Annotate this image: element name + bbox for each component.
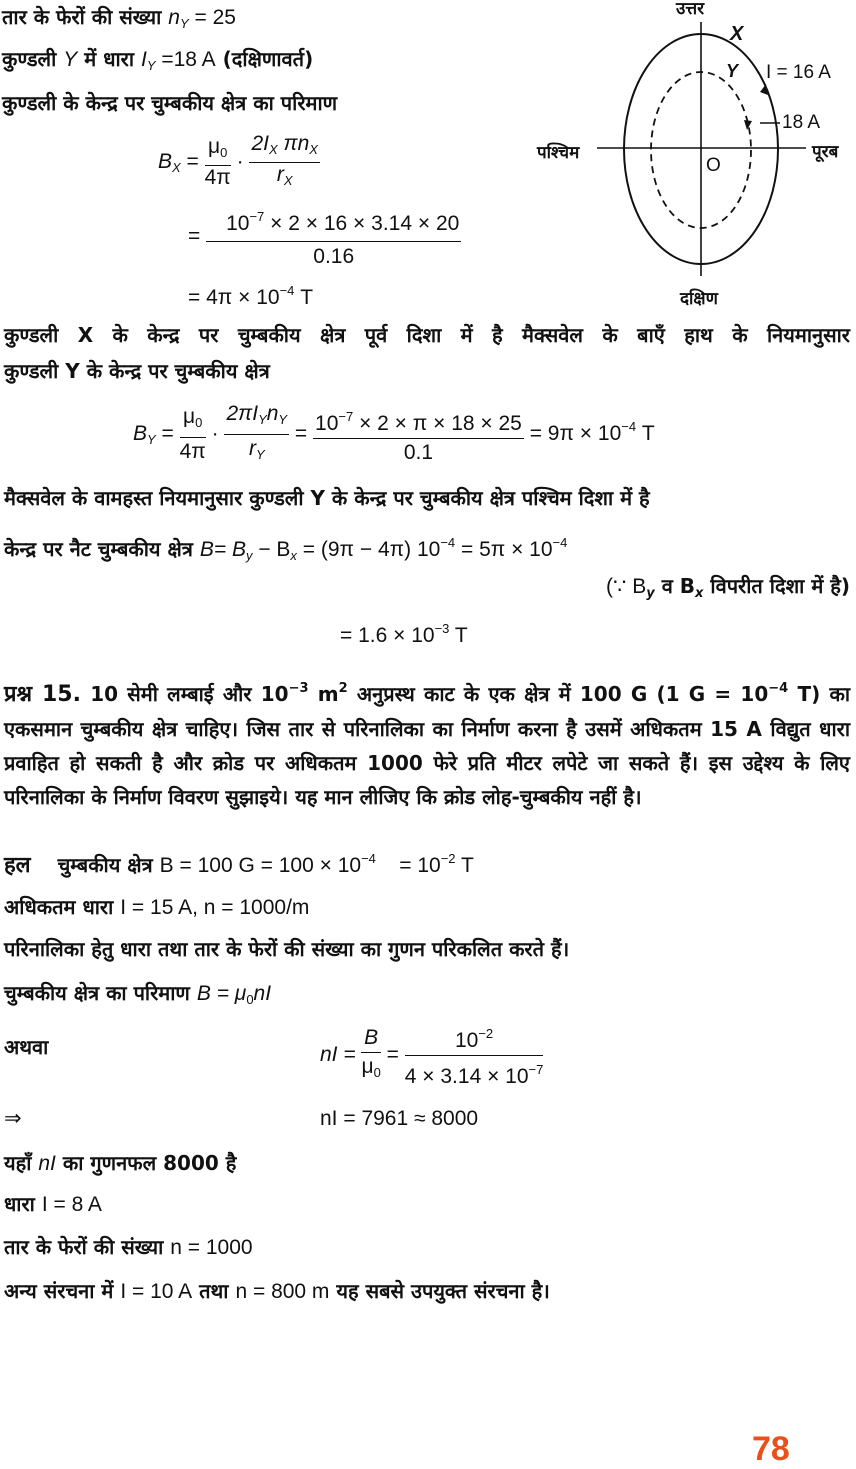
math: = 10 [399, 854, 441, 877]
implies-symbol: ⇒ [4, 1107, 22, 1130]
exp: −7 [338, 408, 354, 424]
line-current-y: कुण्डली Y में धारा $I_Y =18$ A (दक्षिणावर्त) [2, 47, 314, 73]
text: (दक्षिणावर्त) [222, 47, 314, 71]
math: =18 A [161, 48, 216, 71]
line-left-hand-rule: मैक्सवेल के वामहस्त नियमानुसार कुण्डली Y के केन्द्र पर चुम्बकीय क्षेत्र पश्चिम दिशा में है [4, 486, 650, 510]
den: 0.1 [403, 440, 434, 464]
math: I = 8 A [41, 1193, 102, 1216]
exp: −4 [361, 851, 376, 866]
solution-line-1 [4, 846, 474, 879]
net-field-result [340, 616, 468, 649]
math: = 5π × 10 [460, 538, 553, 561]
text: यह सबसे उपयुक्त संरचना है। [336, 1279, 550, 1303]
text: व B [661, 574, 696, 598]
label-current-x: I = 16 A [766, 62, 831, 83]
four-pi: 4π [179, 440, 206, 463]
solution-line-8 [4, 1234, 253, 1261]
math: = 9π × 10 [529, 422, 622, 446]
math: n = 1000 [170, 1236, 253, 1259]
math: B = 100 G = 100 × 10 [159, 854, 362, 877]
num: 10 [454, 1029, 479, 1052]
athva-label: अथवा [4, 1035, 49, 1059]
label-x: X [730, 23, 744, 45]
question-label: प्रश्न 15. [4, 682, 81, 707]
text: m [317, 682, 339, 706]
den: 4 × 3.14 × 10 [404, 1065, 529, 1088]
den: r [276, 163, 284, 186]
math: n = 800 m [235, 1280, 330, 1303]
num: πn [283, 132, 310, 155]
label-south: दक्षिण [680, 289, 718, 309]
math: I = 15 A, n = 1000/m [120, 896, 310, 919]
math: = 4π × 10 [188, 286, 280, 309]
text: चुम्बकीय क्षेत्र का परिमाण [4, 981, 190, 1005]
exp: −3 [288, 681, 309, 696]
num: 10 [226, 212, 250, 235]
line-field-x-direction: कुण्डली X के केन्द्र पर चुम्बकीय क्षेत्र पूर्व दिशा में है मैक्सवेल के बाएँ हाथ के नियमानुसार [4, 323, 850, 347]
math: = 1.6 × 10 [340, 624, 435, 647]
line-turns-y: तार के फेरों की संख्या $n_Y = 25$ [2, 5, 236, 31]
math: = (9π − 4π) 10 [302, 538, 441, 561]
text: में धारा [84, 47, 135, 71]
bx-result [188, 278, 313, 311]
arrow-icon [744, 120, 752, 130]
text: तार के फेरों की संख्या [2, 5, 162, 29]
math: = [386, 1043, 399, 1067]
exp: −2 [478, 1026, 494, 1041]
solution-label: हल [4, 853, 31, 878]
math: nI [38, 1152, 56, 1175]
unit: T [300, 286, 314, 309]
math: nI [253, 982, 272, 1005]
unit: T [461, 854, 474, 877]
line-net-field: केन्द्र पर नैट चुम्बकीय क्षेत्र $B= B_y - B_x = (9\pi - 4\pi) 10^{-4} = 5\pi \times 10^{-4}$ [4, 535, 568, 563]
exp: −7 [528, 1062, 544, 1077]
text: धारा [4, 1192, 35, 1216]
num: × 2 × 16 × 3.14 × 20 [270, 212, 460, 235]
math: − B [258, 538, 291, 561]
solution-line-2 [4, 894, 309, 921]
text: का गुणनफल 8000 है [62, 1151, 237, 1175]
line-field-magnitude: कुण्डली के केन्द्र पर चुम्बकीय क्षेत्र का परिमाण [2, 91, 338, 115]
math: B [364, 1026, 379, 1049]
exp: −4 [552, 535, 568, 550]
by-formula: $B_Y$ = $\frac{\mu_0}{4\pi}$ · $\frac{2\pi I_Yn_Y}{r_Y}$ = $\frac{10^{-7} \times 2 \times \pi \times 18 \times 25}{0.1}$ = $9\pi \times 10^{-4}$ T [133, 400, 655, 469]
text: 10 सेमी लम्बाई और 10 [90, 682, 289, 706]
question-15 [4, 672, 850, 814]
exp: 2 [338, 681, 348, 696]
exp: −4 [621, 419, 637, 435]
coil-diagram [530, 0, 856, 310]
bx-substitution: = $\frac{10^{-7} \times 2 \times 16 \times 3.14 \times 20}{0.16}$ [188, 202, 461, 272]
text: यहाँ [4, 1151, 32, 1175]
exp: −4 [440, 535, 456, 550]
exp: −4 [768, 681, 789, 696]
unit: T [641, 422, 655, 446]
solution-line-6 [4, 1150, 236, 1177]
four-pi: 4π [204, 166, 231, 189]
mu: μ [183, 405, 196, 428]
label-west: पश्चिम [537, 143, 580, 163]
text: अधिकतम धारा [4, 895, 114, 919]
text: अनुप्रस्थ काट के एक क्षेत्र में 100 G (1 G = 10 [356, 682, 769, 706]
math: nI = [320, 1043, 356, 1067]
ni-formula: nI = $\frac{B}{\mu_0}$ = $\frac{10^{-2}}{4 \times 3.14 \times 10^{-7}}$ [320, 1020, 543, 1091]
label-north: उत्तर [676, 0, 705, 19]
label-current-y: 18 A [782, 112, 821, 133]
exp: −2 [440, 851, 456, 866]
num: n [266, 402, 279, 425]
label-origin: O [706, 155, 721, 176]
mu: μ [361, 1055, 374, 1078]
solution-line-9 [4, 1278, 550, 1305]
num: × 2 × π × 18 × 25 [359, 411, 522, 435]
solution-line-4: चुम्बकीय क्षेत्र का परिमाण $B = \mu_0nI$ [4, 981, 272, 1007]
mu: μ [208, 135, 221, 158]
math: B = μ [196, 982, 247, 1005]
num: 2πI [226, 402, 259, 425]
unit: T [454, 624, 468, 647]
num: 2I [251, 132, 269, 155]
text: चुम्बकीय क्षेत्र [57, 853, 153, 877]
math: = 25 [194, 6, 236, 29]
bx-formula: $B_X$ = $\frac{\mu_0}{4\pi}$ · $\frac{2I_X \pi n_X}{r_X}$ [158, 132, 318, 189]
den: 0.16 [313, 245, 355, 268]
math: (∵ B [606, 575, 647, 598]
num: 10 [315, 411, 339, 435]
text: T) का एकसमान चुम्बकीय क्षेत्र चाहिए। जिस तार से परिनालिका का निर्माण करना है उसमें अधिकतम 15 A विद्युत धारा प्रवाहित हो सकती है और क्रोड पर अधिकतम 1000 फेरे प्रति मीटर लपेटे जा सकते हैं। इस उद्देश्य के लिए परिनालिका के निर्माण विवरण सुझाइये। यह मान लीजिए कि क्रोड लोह-चुम्बकीय नहीं है। [4, 682, 851, 809]
arrow-icon [760, 84, 768, 95]
solution-line-3: परिनालिका हेतु धारा तथा तार के फेरों की संख्या का गुणन परिकलित करते हैं। [4, 937, 570, 961]
exp: −4 [279, 283, 295, 298]
label-y: Y [726, 61, 739, 81]
text: तथा [199, 1279, 229, 1303]
text: तार के फेरों की संख्या [4, 1235, 164, 1259]
solution-line-7 [4, 1191, 102, 1218]
text: विपरीत दिशा में है) [710, 574, 850, 598]
label-east: पूरब [812, 142, 839, 162]
math: B= B [199, 538, 246, 561]
page-number: 78 [752, 1430, 790, 1468]
math: I = 10 A [120, 1280, 193, 1303]
exp: −3 [434, 621, 450, 636]
text: केन्द्र पर नैट चुम्बकीय क्षेत्र [4, 537, 193, 561]
text: कुण्डली [2, 47, 57, 71]
text: अन्य संरचना में [4, 1279, 114, 1303]
line-field-y: कुण्डली Y के केन्द्र पर चुम्बकीय क्षेत्र [4, 359, 270, 383]
exp: −7 [249, 209, 265, 224]
ni-result: nI = 7961 ≈ 8000 [320, 1107, 479, 1130]
line-opposite-note: (∵ $B_y$ व $B_x$ विपरीत दिशा में है) [606, 574, 850, 601]
